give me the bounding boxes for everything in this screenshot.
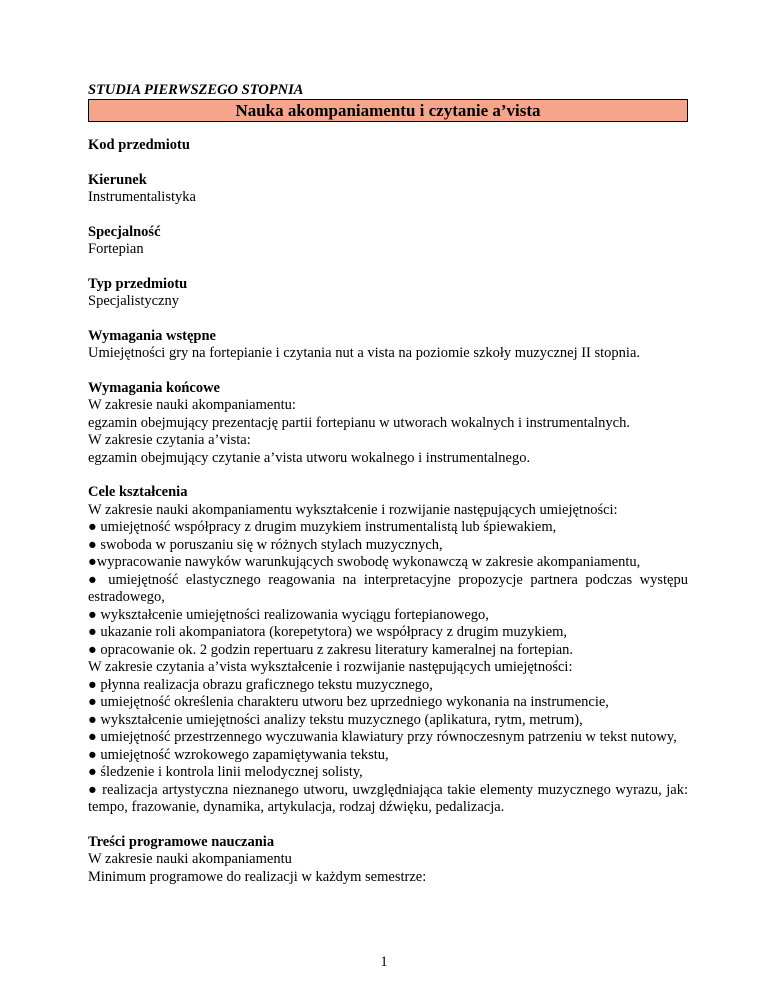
section-wymagania-koncowe (88, 380, 688, 468)
cele-list-item: ● płynna realizacja obrazu graficznego tekstu muzycznego, (88, 676, 433, 693)
cele-list-item: ● realizacja artystyczna nieznanego utworu, uwzględniająca takie elementy muzycznego wyrazu, jak: tempo, frazowanie, dynamika, artykulacja, rodzaj dźwięku, pedalizacja. (88, 781, 688, 815)
tresci-line: Minimum programowe do realizacji w każdym semestrze: (88, 868, 427, 885)
cele-list-item: ● umiejętność przestrzennego wyczuwania klawiatury przy równoczesnym patrzeniu w tekst nutowy, (88, 729, 677, 745)
document-page (88, 82, 688, 886)
tresci-label: Treści programowe nauczania (88, 833, 275, 850)
cele-list-item: ● wykształcenie umiejętności analizy tekstu muzycznego (aplikatura, rytm, metrum), (88, 711, 583, 728)
cele-intro-vista: W zakresie czytania a’vista wykształcenie i rozwijanie następujących umiejętności: (88, 659, 573, 675)
section-kod (88, 137, 688, 155)
cele-list-item: ● umiejętność elastycznego reagowania na interpretacyjne propozycje partnera podczas występu estradowego, (88, 571, 688, 605)
section-specjalnosc (88, 224, 688, 259)
wymagania-koncowe-line: W zakresie czytania a’vista: (88, 432, 251, 448)
wymagania-koncowe-line: egzamin obejmujący prezentację partii fortepianu w utworach wokalnych i instrumentalnych. (88, 414, 630, 431)
cele-list-item: ● swoboda w poruszaniu się w różnych stylach muzycznych, (88, 536, 443, 553)
cele-list-item: ●wypracowanie nawyków warunkujących swobodę wykonawczą w zakresie akompaniamentu, (88, 554, 641, 570)
typ-label: Typ przedmiotu (88, 275, 188, 292)
cele-list-item: ● wykształcenie umiejętności realizowania wyciągu fortepianowego, (88, 606, 489, 623)
kierunek-value: Instrumentalistyka (88, 189, 196, 205)
specjalnosc-label: Specjalność (88, 223, 161, 240)
typ-value: Specjalistyczny (88, 293, 180, 309)
section-cele (88, 484, 688, 817)
cele-list-item: ● umiejętność współpracy z drugim muzykiem instrumentalistą lub śpiewakiem, (88, 519, 557, 535)
section-typ (88, 276, 688, 311)
page-number: 1 (380, 954, 388, 970)
section-wymagania-wstepne (88, 328, 688, 363)
tresci-line: W zakresie nauki akompaniamentu (88, 851, 292, 867)
kod-label: Kod przedmiotu (88, 137, 190, 153)
wymagania-wstepne-label: Wymagania wstępne (88, 327, 216, 344)
kierunek-label: Kierunek (88, 171, 147, 188)
cele-list-item: ● opracowanie ok. 2 godzin repertuaru z zakresu literatury kameralnej na fortepian. (88, 641, 574, 658)
cele-list-item: ● umiejętność określenia charakteru utworu bez uprzedniego wykonania na instrumencie, (88, 694, 609, 710)
course-title: Nauka akompaniamentu i czytanie a’vista (88, 99, 688, 122)
wymagania-koncowe-line: W zakresie nauki akompaniamentu: (88, 397, 296, 413)
section-kierunek (88, 172, 688, 207)
study-level: STUDIA PIERWSZEGO STOPNIA (88, 82, 304, 98)
cele-list-item: ● umiejętność wzrokowego zapamiętywania tekstu, (88, 746, 389, 763)
cele-intro-akompaniament: W zakresie nauki akompaniamentu wykształcenie i rozwijanie następujących umiejętności: (88, 501, 618, 518)
wymagania-koncowe-label: Wymagania końcowe (88, 379, 220, 396)
section-tresci (88, 834, 688, 887)
cele-label: Cele kształcenia (88, 484, 188, 500)
specjalnosc-value: Fortepian (88, 241, 144, 257)
cele-list-item: ● ukazanie roli akompaniatora (korepetytora) we współpracy z drugim muzykiem, (88, 624, 568, 640)
cele-list-item: ● śledzenie i kontrola linii melodycznej solisty, (88, 764, 363, 780)
wymagania-koncowe-line: egzamin obejmujący czytanie a’vista utworu wokalnego i instrumentalnego. (88, 449, 531, 466)
wymagania-wstepne-text: Umiejętności gry na fortepianie i czytania nut a vista na poziomie szkoły muzycznej II stopnia. (88, 345, 641, 361)
